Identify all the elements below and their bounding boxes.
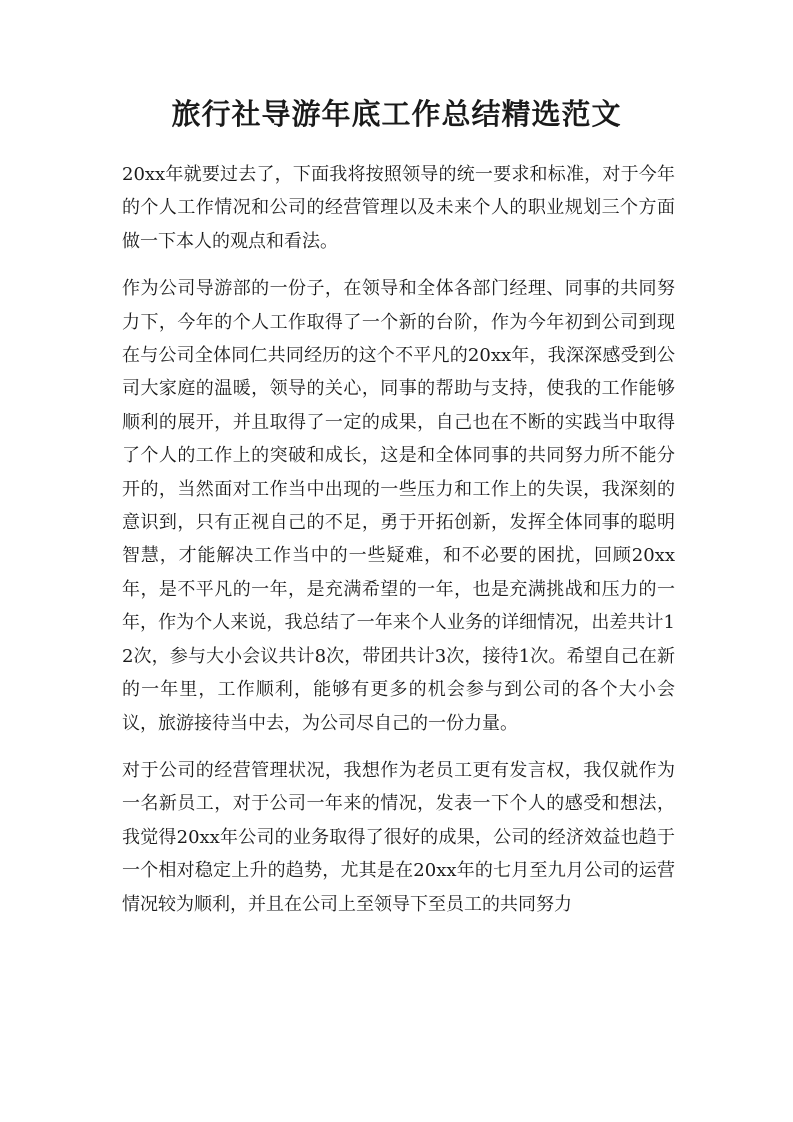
paragraph-personal-work: 作为公司导游部的一份子，在领导和全体各部门经理、同事的共同努力下，今年的个人工作取得了一个新的台阶，作为今年初到公司到现在与公司全体同仁共同经历的这个不平凡的20xx年，我深深感受到公司大家庭的温暖，领导的关心，同事的帮助与支持，使我的工作能够顺利的展开，并且取得了一定的成果，自己也在不断的实践当中取得了个人的工作上的突破和成长，这是和全体同事的共同努力所不能分开的，当然面对工作当中出现的一些压力和工作上的失误，我深刻的意识到，只有正视自己的不足，勇于开拓创新，发挥全体同事的聪明智慧，才能解决工作当中的一些疑难，和不必要的困扰，回顾20xx年，是不平凡的一年，是充满希望的一年，也是充满挑战和压力的一年，作为个人来说，我总结了一年来个人业务的详细情况，出差共计12次，参与大小会议共计8次，带团共计3次，接待1次。希望自己在新的一年里，工作顺利，能够有更多的机会参与到公司的各个大小会议，旅游接待当中去，为公司尽自己的一份力量。: [122, 278, 675, 734]
document-title: 旅行社导游年底工作总结精选范文: [171, 97, 622, 131]
document-body: [122, 158, 675, 935]
paragraph-intro: 20xx年就要过去了，下面我将按照领导的统一要求和标准，对于今年的个人工作情况和公司的经营管理以及未来个人的职业规划三个方面做一下本人的观点和看法。: [122, 164, 675, 252]
paragraph-company-management: 对于公司的经营管理状况，我想作为老员工更有发言权，我仅就作为一名新员工，对于公司一年来的情况，发表一下个人的感受和想法，我觉得20xx年公司的业务取得了很好的成果，公司的经济效益也趋于一个相对稳定上升的趋势，尤其是在20xx年的七月至九月公司的运营情况较为顺利，并且在公司上至领导下至员工的共同努力: [122, 759, 675, 915]
